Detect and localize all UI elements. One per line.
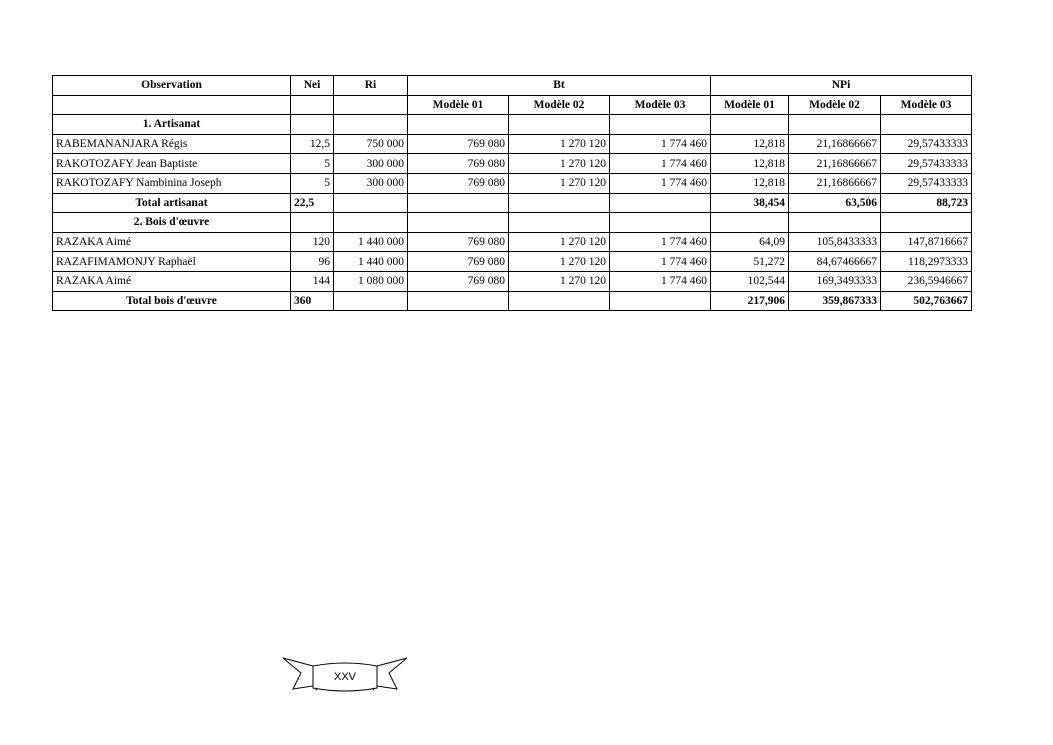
row-ri: 300 000 [334, 173, 408, 193]
row-npi-03: 236,5946667 [881, 271, 972, 291]
table-row [53, 173, 972, 193]
row-npi-02: 21,16866667 [789, 154, 881, 174]
section-title-row [53, 213, 972, 233]
table-row [53, 134, 972, 154]
header-bt-model-03: Modèle 03 [610, 95, 711, 115]
data-table [52, 75, 972, 311]
row-npi-01: 102,544 [711, 271, 789, 291]
row-bt-02: 1 270 120 [509, 134, 610, 154]
row-npi-01: 64,09 [711, 232, 789, 252]
row-npi-02: 105,8433333 [789, 232, 881, 252]
header-bt-model-01: Modèle 01 [408, 95, 509, 115]
total-label: Total artisanat [53, 193, 291, 213]
row-npi-01: 12,818 [711, 173, 789, 193]
row-nei: 120 [291, 232, 334, 252]
total-npi-03: 502,763667 [881, 291, 972, 311]
row-name: RAKOTOZAFY Jean Baptiste [53, 154, 291, 174]
row-ri: 1 440 000 [334, 232, 408, 252]
table-row [53, 252, 972, 272]
total-nei: 360 [291, 291, 334, 311]
page-number-banner [281, 656, 409, 696]
row-bt-02: 1 270 120 [509, 252, 610, 272]
header-bt-model-02: Modèle 02 [509, 95, 610, 115]
header-npi-model-02: Modèle 02 [789, 95, 881, 115]
total-label: Total bois d'œuvre [53, 291, 291, 311]
row-nei: 5 [291, 173, 334, 193]
row-ri: 300 000 [334, 154, 408, 174]
row-name: RAZAKA Aimé [53, 271, 291, 291]
total-npi-03: 88,723 [881, 193, 972, 213]
row-name: RAZAFIMAMONJY Raphaël [53, 252, 291, 272]
total-npi-01: 217,906 [711, 291, 789, 311]
row-npi-02: 21,16866667 [789, 173, 881, 193]
total-row [53, 291, 972, 311]
row-ri: 1 080 000 [334, 271, 408, 291]
row-bt-01: 769 080 [408, 252, 509, 272]
row-npi-03: 118,2973333 [881, 252, 972, 272]
header-nei: Nei [291, 76, 334, 96]
row-bt-01: 769 080 [408, 134, 509, 154]
total-row [53, 193, 972, 213]
row-npi-02: 84,67466667 [789, 252, 881, 272]
header-npi-model-03: Modèle 03 [881, 95, 972, 115]
total-npi-02: 63,506 [789, 193, 881, 213]
row-nei: 12,5 [291, 134, 334, 154]
total-npi-01: 38,454 [711, 193, 789, 213]
row-npi-03: 29,57433333 [881, 154, 972, 174]
total-nei: 22,5 [291, 193, 334, 213]
header-npi: NPi [711, 76, 972, 96]
row-bt-01: 769 080 [408, 271, 509, 291]
header-bt: Bt [408, 76, 711, 96]
section-title: 2. Bois d'œuvre [53, 213, 291, 233]
header-npi-model-01: Modèle 01 [711, 95, 789, 115]
row-npi-01: 12,818 [711, 134, 789, 154]
row-bt-01: 769 080 [408, 154, 509, 174]
section-title: 1. Artisanat [53, 115, 291, 135]
row-bt-02: 1 270 120 [509, 154, 610, 174]
row-nei: 144 [291, 271, 334, 291]
row-name: RAZAKA Aimé [53, 232, 291, 252]
page-number: XXV [333, 671, 356, 683]
row-bt-03: 1 774 460 [610, 271, 711, 291]
row-bt-02: 1 270 120 [509, 271, 610, 291]
row-bt-03: 1 774 460 [610, 173, 711, 193]
row-npi-01: 12,818 [711, 154, 789, 174]
row-bt-03: 1 774 460 [610, 232, 711, 252]
header-observation: Observation [53, 76, 291, 96]
total-npi-02: 359,867333 [789, 291, 881, 311]
row-bt-02: 1 270 120 [509, 173, 610, 193]
header-ri: Ri [334, 76, 408, 96]
table-row [53, 232, 972, 252]
table-row [53, 271, 972, 291]
row-npi-03: 147,8716667 [881, 232, 972, 252]
row-nei: 96 [291, 252, 334, 272]
section-title-row [53, 115, 972, 135]
row-bt-01: 769 080 [408, 173, 509, 193]
row-name: RABEMANANJARA Régis [53, 134, 291, 154]
row-npi-03: 29,57433333 [881, 134, 972, 154]
row-name: RAKOTOZAFY Nambinina Joseph [53, 173, 291, 193]
header-row [53, 76, 972, 96]
row-bt-03: 1 774 460 [610, 154, 711, 174]
row-bt-03: 1 774 460 [610, 134, 711, 154]
row-ri: 1 440 000 [334, 252, 408, 272]
row-nei: 5 [291, 154, 334, 174]
subheader-row [53, 95, 972, 115]
row-bt-02: 1 270 120 [509, 232, 610, 252]
row-npi-01: 51,272 [711, 252, 789, 272]
row-bt-01: 769 080 [408, 232, 509, 252]
row-bt-03: 1 774 460 [610, 252, 711, 272]
row-npi-02: 21,16866667 [789, 134, 881, 154]
row-npi-03: 29,57433333 [881, 173, 972, 193]
table-row [53, 154, 972, 174]
row-ri: 750 000 [334, 134, 408, 154]
row-npi-02: 169,3493333 [789, 271, 881, 291]
